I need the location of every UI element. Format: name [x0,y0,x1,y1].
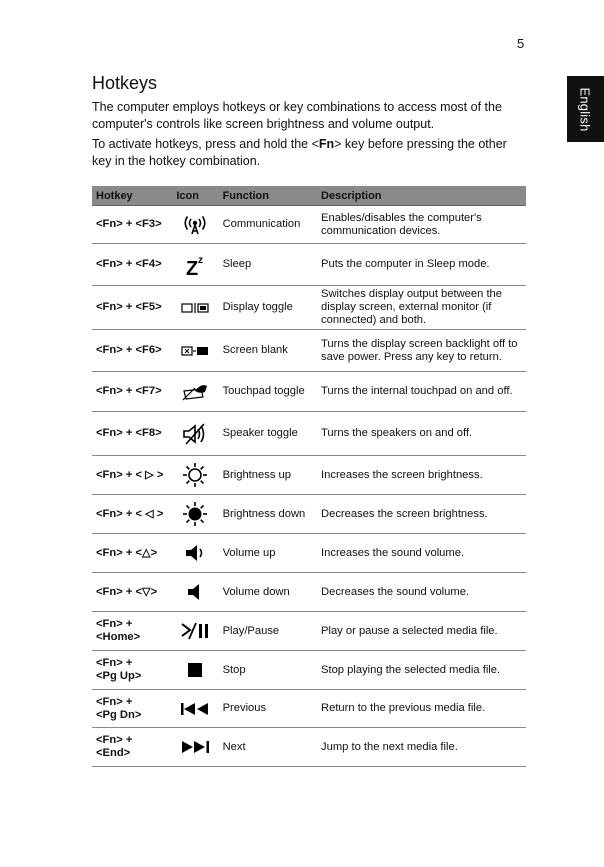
volume-down-icon [176,581,214,603]
header-function: Function [219,186,317,206]
activation-text-end: > key before pressing the other key in the hotkey combination. [92,137,507,168]
table-row [92,244,526,286]
page-title: Hotkeys [92,73,158,93]
hotkey-cell: <Fn> + <Pg Dn> [92,690,172,728]
icon-cell [172,244,218,286]
hotkey-cell: <Fn> + <Home> [92,612,172,651]
description-cell: Enables/disables the computer's communication devices. [317,206,526,244]
table-header-row [92,186,526,206]
description-cell: Increases the screen brightness. [317,456,526,495]
description-cell: Stop playing the selected media file. [317,651,526,690]
speaker-mute-icon [176,423,214,445]
stop-icon [176,661,214,679]
table-row [92,330,526,372]
table-row [92,728,526,767]
icon-cell [172,651,218,690]
icon-cell [172,728,218,767]
language-side-tab [567,76,604,142]
function-cell: Volume down [219,573,317,612]
function-cell: Volume up [219,534,317,573]
hotkey-cell: <Fn> + <F4> [92,244,172,286]
function-cell: Brightness down [219,495,317,534]
description-cell: Jump to the next media file. [317,728,526,767]
function-cell: Communication [219,206,317,244]
hotkey-cell: <Fn> + <F8> [92,412,172,456]
description-cell: Decreases the sound volume. [317,573,526,612]
previous-track-icon [176,701,214,717]
function-cell: Next [219,728,317,767]
description-cell: Turns the display screen backlight off to save power. Press any key to return. [317,330,526,372]
function-cell: Previous [219,690,317,728]
description-cell: Increases the sound volume. [317,534,526,573]
hotkey-cell: <Fn> + <F5> [92,286,172,330]
icon-cell [172,456,218,495]
function-cell: Play/Pause [219,612,317,651]
table-row [92,612,526,651]
description-cell: Turns the internal touchpad on and off. [317,372,526,412]
description-cell: Decreases the screen brightness. [317,495,526,534]
description-cell: Switches display output between the display screen, external monitor (if connected) and both. [317,286,526,330]
hotkey-cell: <Fn> + <Pg Up> [92,651,172,690]
volume-up-icon [176,542,214,564]
screen-blank-icon [176,344,214,358]
activation-paragraph [92,136,522,170]
table-row [92,495,526,534]
function-cell: Speaker toggle [219,412,317,456]
header-description: Description [317,186,526,206]
side-tab-label: English [578,86,594,132]
hotkey-cell: <Fn> + <F7> [92,372,172,412]
function-cell: Brightness up [219,456,317,495]
hotkeys-table [92,186,526,767]
activation-text-start: To activate hotkeys, press and hold the < [92,137,319,151]
play-pause-icon [176,622,214,640]
table-row [92,456,526,495]
brightness-up-icon [176,462,214,488]
table-row [92,286,526,330]
icon-cell [172,573,218,612]
svg-text:Z: Z [186,257,199,277]
brightness-down-icon [176,501,214,527]
header-icon: Icon [172,186,218,206]
next-track-icon [176,739,214,755]
touchpad-toggle-icon [176,383,214,401]
function-cell: Touchpad toggle [219,372,317,412]
icon-cell [172,286,218,330]
icon-cell [172,690,218,728]
hotkey-cell: <Fn> + <End> [92,728,172,767]
icon-cell [172,372,218,412]
hotkey-cell: <Fn> + < ▷ > [92,456,172,495]
table-row [92,534,526,573]
icon-cell [172,330,218,372]
icon-cell [172,412,218,456]
icon-cell [172,206,218,244]
display-toggle-icon [176,301,214,315]
table-row [92,372,526,412]
fn-key-label: Fn [318,137,335,151]
svg-text:z: z [198,254,204,266]
function-cell: Display toggle [219,286,317,330]
table-row [92,206,526,244]
wireless-communication-icon [176,214,214,236]
icon-cell [172,495,218,534]
function-cell: Screen blank [219,330,317,372]
icon-cell [172,612,218,651]
description-cell: Return to the previous media file. [317,690,526,728]
table-row [92,651,526,690]
hotkey-cell: <Fn> + <F3> [92,206,172,244]
hotkey-cell: <Fn> + <F6> [92,330,172,372]
intro-paragraph: The computer employs hotkeys or key combinations to access most of the computer's controls like screen brightness and volume output. [92,100,502,131]
hotkey-cell: <Fn> + < ◁ > [92,495,172,534]
description-cell: Turns the speakers on and off. [317,412,526,456]
function-cell: Sleep [219,244,317,286]
description-cell: Play or pause a selected media file. [317,612,526,651]
function-cell: Stop [219,651,317,690]
sleep-zz-icon [176,253,214,277]
header-hotkey: Hotkey [92,186,172,206]
hotkey-cell: <Fn> + <△> [92,534,172,573]
hotkey-cell: <Fn> + <▽> [92,573,172,612]
table-row [92,573,526,612]
page-number: 5 [517,36,525,51]
table-row [92,412,526,456]
icon-cell [172,534,218,573]
description-cell: Puts the computer in Sleep mode. [317,244,526,286]
table-row [92,690,526,728]
